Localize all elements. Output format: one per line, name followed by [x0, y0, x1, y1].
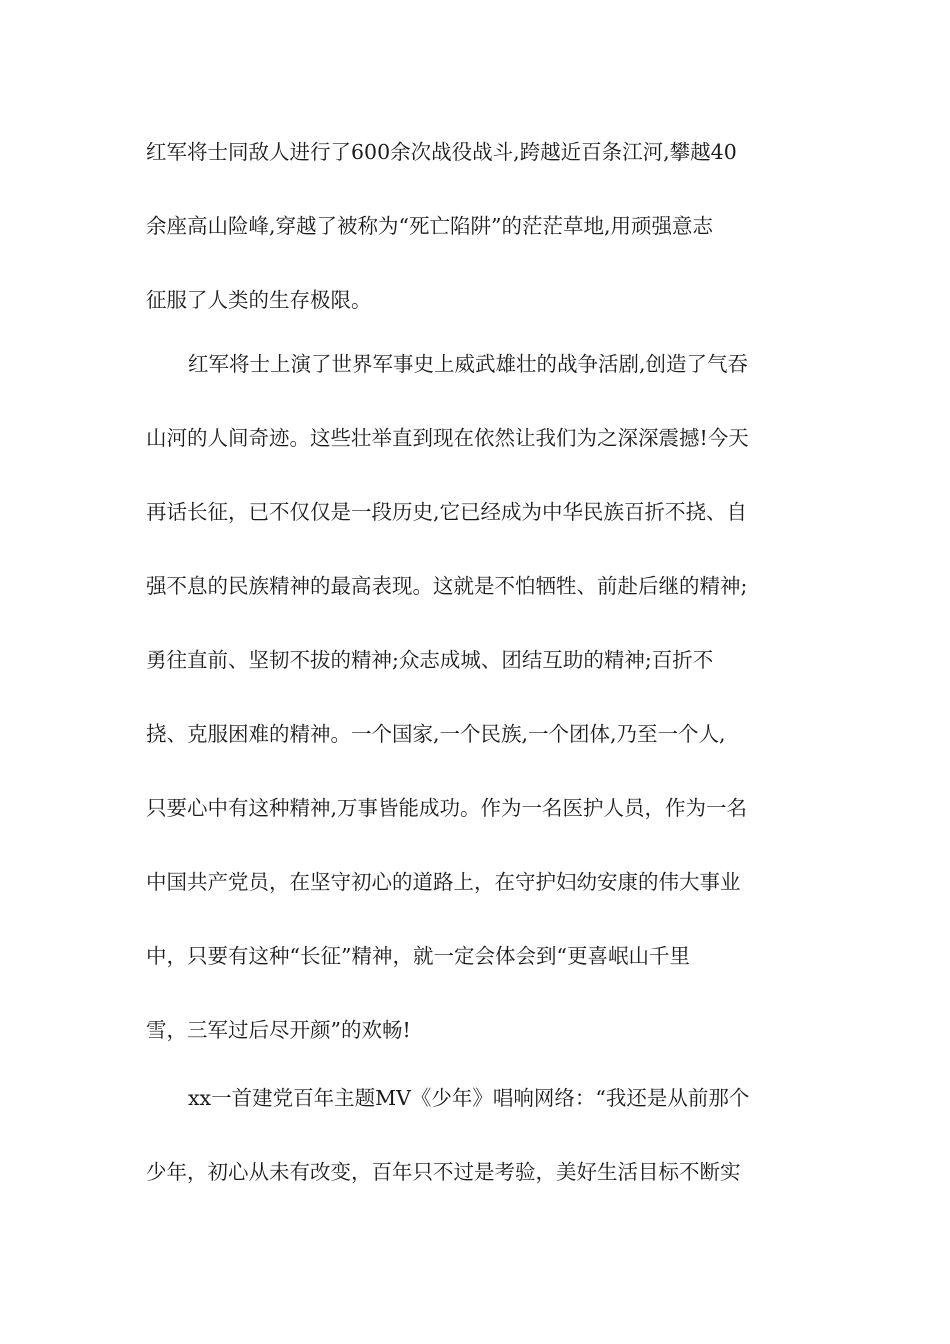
text-line: 征服了人类的生存极限。 [146, 288, 372, 312]
text-line: 挠、克服困难的精神。一个国家,一个民族,一个团体,乃至一个人, [146, 722, 726, 746]
text-line: 红军将士同敌人进行了600余次战役战斗,跨越近百条江河,攀越40 [146, 140, 737, 164]
text-line: 雪，三军过后尽开颜”的欢畅! [146, 1018, 411, 1042]
text-line: 中，只要有这种“长征”精神，就一定会体会到“更喜岷山千里 [146, 944, 690, 968]
text-line: 强不息的民族精神的最高表现。这就是不怕牺牲、前赴后继的精神; [146, 574, 748, 598]
text-line: 少年，初心从未有改变，百年只不过是考验，美好生活目标不断实 [146, 1160, 741, 1184]
paragraph-first-line: 红军将士上演了世界军事史上威武雄壮的战争活剧,创造了气吞 [188, 352, 749, 376]
text-line: 再话长征，已不仅仅是一段历史,它已经成为中华民族百折不挠、自 [146, 500, 748, 524]
text-line: 勇往直前、坚韧不拔的精神;众志成城、团结互助的精神;百折不 [146, 648, 714, 672]
text-line: 只要心中有这种精神,万事皆能成功。作为一名医护人员，作为一名 [146, 796, 748, 820]
paragraph-first-line: xx一首建党百年主题MV《少年》唱响网络：“我还是从前那个 [188, 1086, 750, 1110]
text-line: 山河的人间奇迹。这些壮举直到现在依然让我们为之深深震撼!今天 [146, 426, 749, 450]
text-line: 余座高山险峰,穿越了被称为“死亡陷阱”的茫茫草地,用顽强意志 [146, 214, 713, 238]
text-line: 中国共产党员，在坚守初心的道路上，在守护妇幼安康的伟大事业 [146, 870, 741, 894]
